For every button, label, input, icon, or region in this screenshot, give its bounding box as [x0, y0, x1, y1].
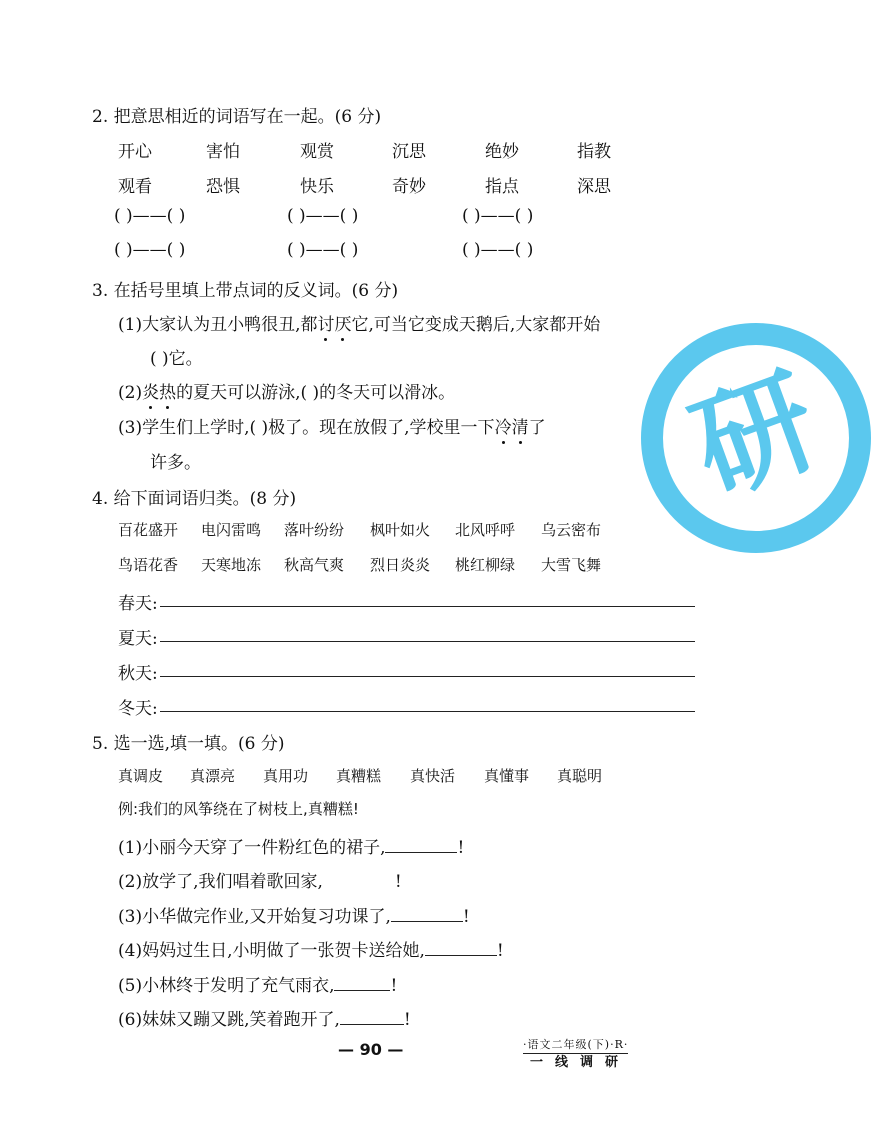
word: 深思 [577, 177, 611, 197]
q3-title: 3. 在括号里填上带点词的反义词。(6 分) [92, 281, 399, 301]
answer-blank[interactable] [323, 872, 395, 887]
word: 指教 [577, 142, 611, 162]
q4-label-spring: 春天: [118, 594, 158, 614]
phrase: 乌云密布 [541, 521, 602, 539]
q5-sentence-1: (1)小丽今天穿了一件粉红色的裙子, ! [118, 838, 465, 858]
answer-blank[interactable] [391, 907, 463, 922]
q4-title: 4. 给下面词语归类。(8 分) [92, 489, 297, 509]
option: 真懂事 [484, 767, 530, 785]
phrase: 北风呼呼 [455, 521, 516, 539]
phrase: 百花盛开 [118, 521, 179, 539]
pair-blank[interactable]: ( )——( ) [114, 240, 186, 260]
word: 观赏 [300, 142, 334, 162]
phrase: 桃红柳绿 [455, 556, 516, 574]
q5-title: 5. 选一选,填一填。(6 分) [92, 734, 285, 754]
phrase: 落叶纷纷 [284, 521, 345, 539]
q4-autumn-line[interactable] [160, 660, 695, 677]
dotted-char: 炎 [142, 378, 159, 403]
q5-sentence-5: (5)小林终于发明了充气雨衣, ! [118, 976, 398, 996]
q5-sentence-2: (2)放学了,我们唱着歌回家, ! [118, 872, 402, 892]
pair-blank[interactable]: ( )——( ) [114, 206, 186, 226]
answer-blank[interactable] [340, 1010, 404, 1025]
option: 真漂亮 [190, 767, 236, 785]
word: 开心 [118, 142, 152, 162]
word: 指点 [485, 177, 519, 197]
word: 奇妙 [392, 177, 426, 197]
phrase: 秋高气爽 [284, 556, 345, 574]
book-title: ·语文二年级(下)·R· [523, 1036, 628, 1054]
seal-char: 研 [675, 350, 835, 521]
answer-blank[interactable] [425, 941, 497, 956]
q4-label-autumn: 秋天: [118, 664, 158, 684]
option: 真糟糕 [336, 767, 382, 785]
q4-label-summer: 夏天: [118, 629, 158, 649]
pair-blank[interactable]: ( )——( ) [287, 240, 359, 260]
q3-sentence-3-cont: 许多。 [150, 453, 201, 473]
pair-blank[interactable]: ( )——( ) [287, 206, 359, 226]
q5-sentence-6: (6)妹妹又蹦又跳,笑着跑开了, ! [118, 1010, 411, 1030]
dotted-char: 清 [512, 413, 529, 438]
publisher-brand: 一线调研 [530, 1055, 631, 1070]
q2-title: 2. 把意思相近的词语写在一起。(6 分) [92, 107, 382, 127]
q3-sentence-3: (3)学生们上学时,( )极了。现在放假了,学校里一下冷清了 [118, 413, 546, 438]
dotted-char: 热 [159, 378, 176, 403]
dotted-char: 冷 [495, 413, 512, 438]
option: 真调皮 [118, 767, 164, 785]
option: 真聪明 [557, 767, 603, 785]
q3-sentence-1-blank[interactable]: ( )它。 [150, 349, 203, 369]
watermark-seal [636, 318, 876, 558]
answer-blank[interactable] [334, 976, 390, 991]
word: 恐惧 [206, 177, 240, 197]
phrase: 大雪飞舞 [541, 556, 602, 574]
phrase: 枫叶如火 [370, 521, 431, 539]
word: 观看 [118, 177, 152, 197]
q4-spring-line[interactable] [160, 590, 695, 607]
phrase: 烈日炎炎 [370, 556, 431, 574]
word: 沉思 [392, 142, 426, 162]
q5-sentence-3: (3)小华做完作业,又开始复习功课了, ! [118, 907, 470, 927]
q4-winter-line[interactable] [160, 695, 695, 712]
q3-sentence-1: (1)大家认为丑小鸭很丑,都讨厌它,可当它变成天鹅后,大家都开始 [118, 310, 600, 335]
page-number: — 90 — [338, 1040, 404, 1059]
word: 害怕 [206, 142, 240, 162]
pair-blank[interactable]: ( )——( ) [462, 240, 534, 260]
phrase: 电闪雷鸣 [201, 521, 262, 539]
option: 真用功 [263, 767, 309, 785]
word: 绝妙 [485, 142, 519, 162]
q5-sentence-4: (4)妈妈过生日,小明做了一张贺卡送给她, ! [118, 941, 504, 961]
q4-summer-line[interactable] [160, 625, 695, 642]
q5-example: 例:我们的风筝绕在了树枝上,真糟糕! [118, 800, 359, 818]
dotted-char: 讨 [317, 310, 334, 335]
q3-sentence-2: (2)炎热的夏天可以游泳,( )的冬天可以滑冰。 [118, 378, 455, 403]
q4-label-winter: 冬天: [118, 699, 158, 719]
word: 快乐 [300, 177, 334, 197]
phrase: 天寒地冻 [201, 556, 262, 574]
phrase: 鸟语花香 [118, 556, 179, 574]
answer-blank[interactable] [385, 838, 457, 853]
pair-blank[interactable]: ( )——( ) [462, 206, 534, 226]
dotted-char: 厌 [334, 310, 351, 335]
option: 真快活 [410, 767, 456, 785]
